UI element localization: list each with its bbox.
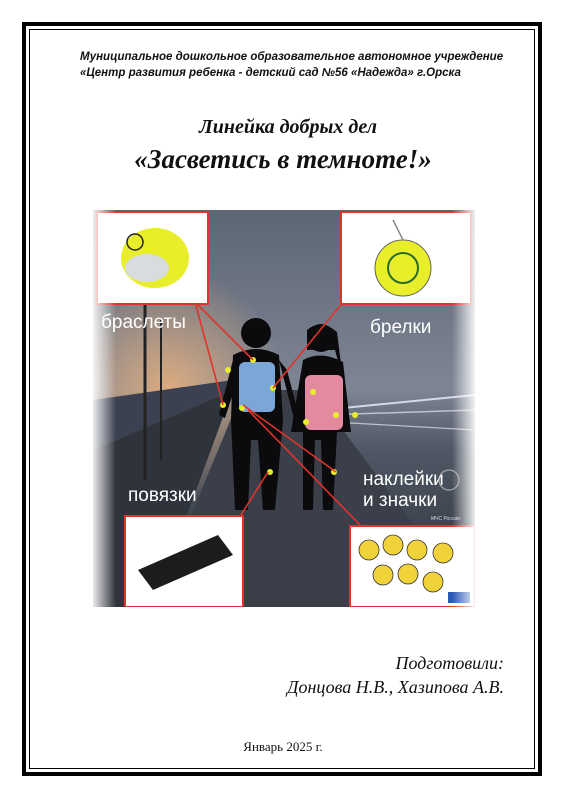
document-date: Январь 2025 г.: [243, 739, 323, 754]
safety-poster-image: [93, 210, 475, 607]
org-line-2: «Центр развития ребенка - детский сад №56 «Надежда» г.Орска: [80, 67, 461, 79]
prepared-label: Подготовили:: [395, 653, 504, 673]
org-line-1: Муниципальное дошкольное образовательное автономное учреждение: [80, 51, 504, 63]
prepared-block: [287, 651, 504, 699]
title-line-2: «Засветись в темноте!»: [134, 144, 432, 174]
edge-fade: [93, 210, 475, 607]
title-line-1: Линейка добрых дел: [199, 116, 377, 138]
organization-header: [80, 49, 520, 81]
authors: Донцова Н.В., Хазипова А.В.: [287, 677, 504, 697]
